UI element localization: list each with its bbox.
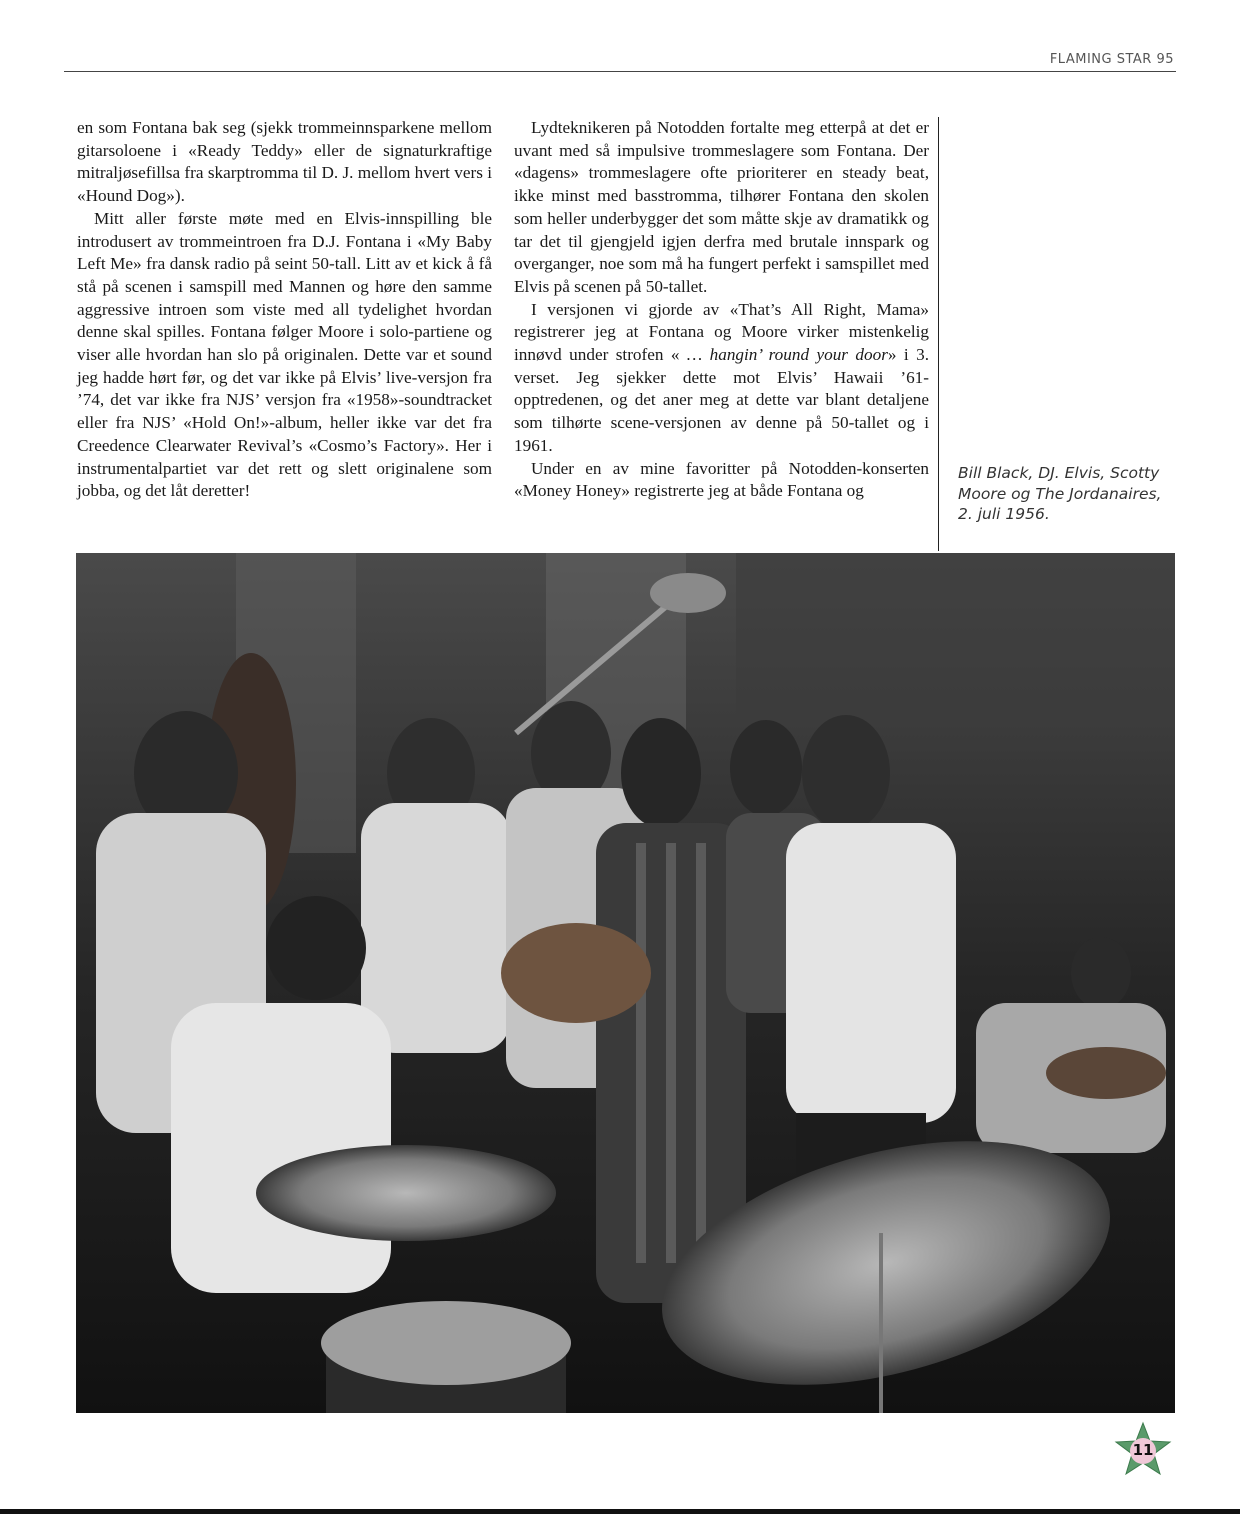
- article-column-1: [77, 117, 492, 503]
- page-number: 11: [1132, 1441, 1154, 1459]
- caption-line: 2. juli 1956.: [958, 505, 1050, 523]
- paragraph: Mitt aller første møte med en Elvis-innspilling ble introdusert av trommeintroen fra D.J. Fontana i «My Baby Left Me» fra dansk radio på seint 50-tall. Litt av et kick å få stå på scenen i samspill med Mannen og høre den samme aggressive introen som viste med all tydelighet hvordan denne skal spilles. Fontana følger Moore i solo-partiene og viser alle hvordan han slo på originalen. Dette var et sound jeg hadde hørt før, og det var ikke på Elvis’ live-versjon fra ’74, det var ikke fra NJS’ versjon fra «1958»-soundtracket eller fra NJS’ «Hold On!»-album, heller ikke var det fra Creedence Clearwater Revival’s «Cosmo’s Factory». Her i instrumentalpartiet var det rett og slett originalene som jobba, og det låt deretter!: [77, 208, 492, 501]
- lyric-quote: … hangin’ round your door: [686, 345, 888, 365]
- paragraph-text: I versjonen vi gjorde av «That’s All Right, Mama» registrerer jeg at Fontana og Moore virker mistenkelig innøvd under strofen «: [514, 299, 929, 365]
- bottom-rule: [0, 1509, 1240, 1514]
- article-column-2: [514, 117, 929, 503]
- paragraph: en som Fontana bak seg (sjekk trommeinnsparkene mellom gitarsoloene i «Ready Teddy» eller de signaturkraftige mitraljøsefillsa fra skarptromma til D. J. mellom hvert vers i «Hound Dog»).: [77, 118, 492, 206]
- caption-line: Moore og The Jordanaires,: [958, 484, 1162, 503]
- paragraph-text: » i 3. verset. Jeg sjekker dette mot Elvis’ Hawaii ’61-opptredenen, og det aner meg at dette var blant detaljene som tilhørte scene-versjonen av denne på 50-tallet og i 1961.: [514, 345, 930, 455]
- band-photo: [76, 553, 1175, 1413]
- caption-line: Bill Black, DJ. Elvis, Scotty: [958, 464, 1160, 482]
- paragraph: Under en av mine favoritter på Notodden-konserten «Money Honey» registrerte jeg at både Fontana og: [514, 458, 929, 501]
- header-rule: [64, 71, 1176, 72]
- photo-caption: [958, 463, 1168, 525]
- paragraph: [514, 299, 929, 458]
- column-divider: [938, 117, 939, 551]
- running-header: FLAMING STAR 95: [1049, 52, 1174, 67]
- paragraph: Lydteknikeren på Notodden fortalte meg etterpå at det er uvant med så impulsive trommeslagere som Fontana. Der «dagens» trommeslagere ofte prioriterer en steady beat, ikke minst med basstromma, tilhører Fontana den skolen som heller underbygger det som måtte skje av dramatikk og tar det til gjengjeld igjen derfra med brutale innspark og overganger, noe som må ha fungert perfekt i samspillet med Elvis på scenen på 50-tallet.: [514, 118, 929, 296]
